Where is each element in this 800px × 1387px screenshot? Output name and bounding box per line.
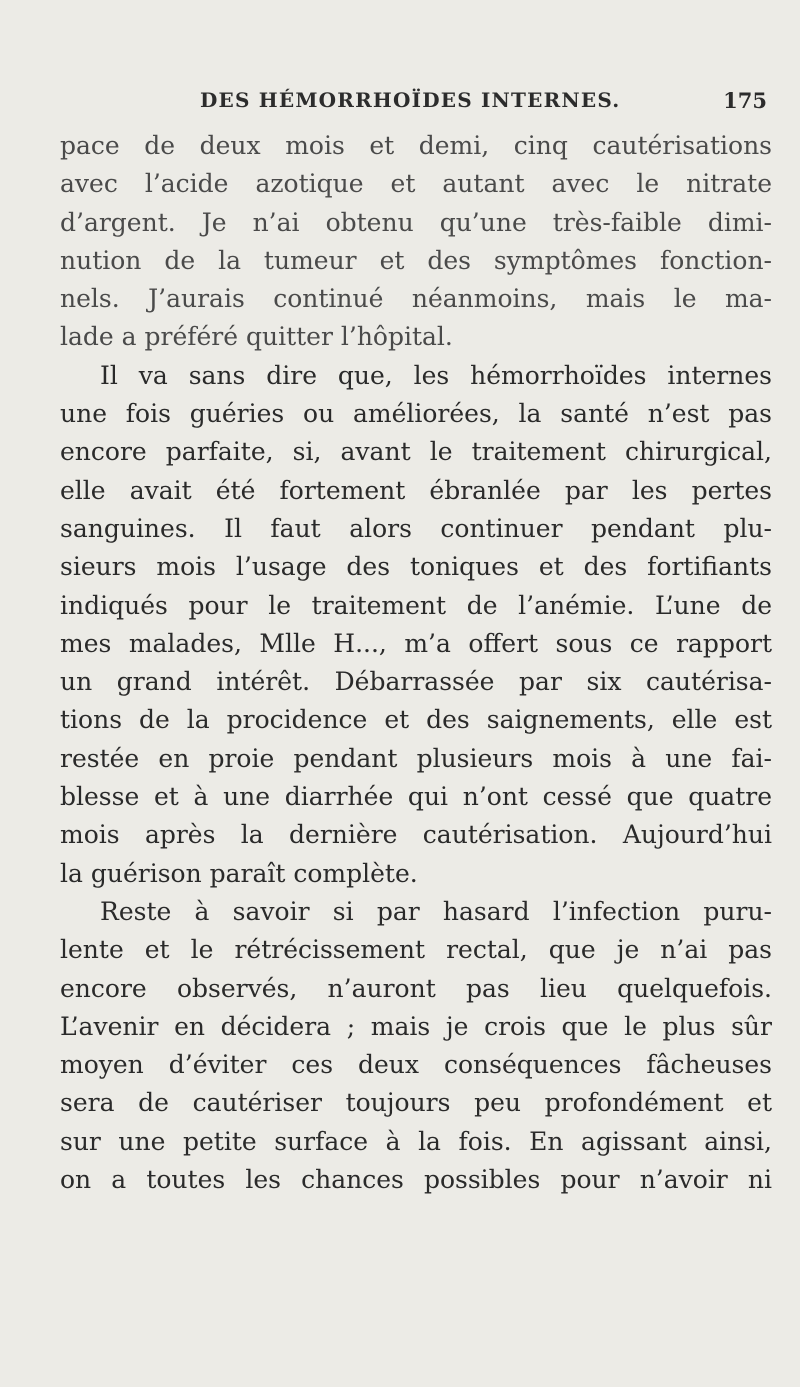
text-line: mes malades, Mlle H..., m’a offert sous ce rapport [60, 628, 772, 658]
text-line: Reste à savoir si par hasard l’infection puru- [100, 896, 772, 926]
text-line: indiqués pour le traitement de l’anémie. L’une de [60, 590, 772, 620]
text-line: on a toutes les chances possibles pour n’avoir ni [60, 1165, 772, 1195]
text-line: blesse et à une diarrhée qui n’ont cessé que quatre [60, 782, 772, 812]
page-number: 175 [723, 88, 767, 113]
text-line: tions de la procidence et des saignements, elle est [60, 705, 772, 735]
text-line: mois après la dernière cautérisation. Aujourd’hui [60, 820, 772, 850]
text-line: encore parfaite, si, avant le traitement chirurgical, [60, 437, 772, 467]
text-line: nution de la tumeur et des symptômes fonction- [60, 245, 772, 275]
text-line: restée en proie pendant plusieurs mois à une fai- [60, 743, 772, 773]
text-line: la guérison paraît complète. [60, 858, 418, 888]
text-line: sera de cautériser toujours peu profondément et [60, 1088, 772, 1118]
text-line: un grand intérêt. Débarrassée par six cautérisa- [60, 667, 772, 697]
text-line: sanguines. Il faut alors continuer pendant plu- [60, 513, 772, 543]
page-header [60, 88, 772, 118]
text-line: pace de deux mois et demi, cinq cautérisations [60, 131, 772, 160]
text-line: elle avait été fortement ébranlée par les pertes [60, 475, 772, 505]
text-line: lente et le rétrécissement rectal, que je n’ai pas [60, 935, 772, 965]
text-line: sur une petite surface à la fois. En agissant ainsi, [60, 1126, 772, 1156]
text-line: Il va sans dire que, les hémorrhoïdes internes [100, 360, 772, 390]
text-line: lade a préféré quitter l’hôpital. [60, 322, 453, 352]
text-line: sieurs mois l’usage des toniques et des fortifiants [60, 552, 772, 582]
text-line: une fois guéries ou améliorées, la santé n’est pas [60, 399, 772, 429]
running-title: DES HÉMORRHOÏDES INTERNES. [200, 88, 621, 112]
text-line: d’argent. Je n’ai obtenu qu’une très-faible dimi- [60, 207, 772, 237]
body-text [60, 127, 772, 1199]
text-line: moyen d’éviter ces deux conséquences fâcheuses [60, 1050, 772, 1080]
text-line: L’avenir en décidera ; mais je crois que le plus sûr [60, 1011, 772, 1041]
text-line: nels. J’aurais continué néanmoins, mais le ma- [60, 284, 772, 314]
text-line: encore observés, n’auront pas lieu quelquefois. [60, 973, 772, 1003]
text-line: avec l’acide azotique et autant avec le nitrate [60, 169, 772, 199]
